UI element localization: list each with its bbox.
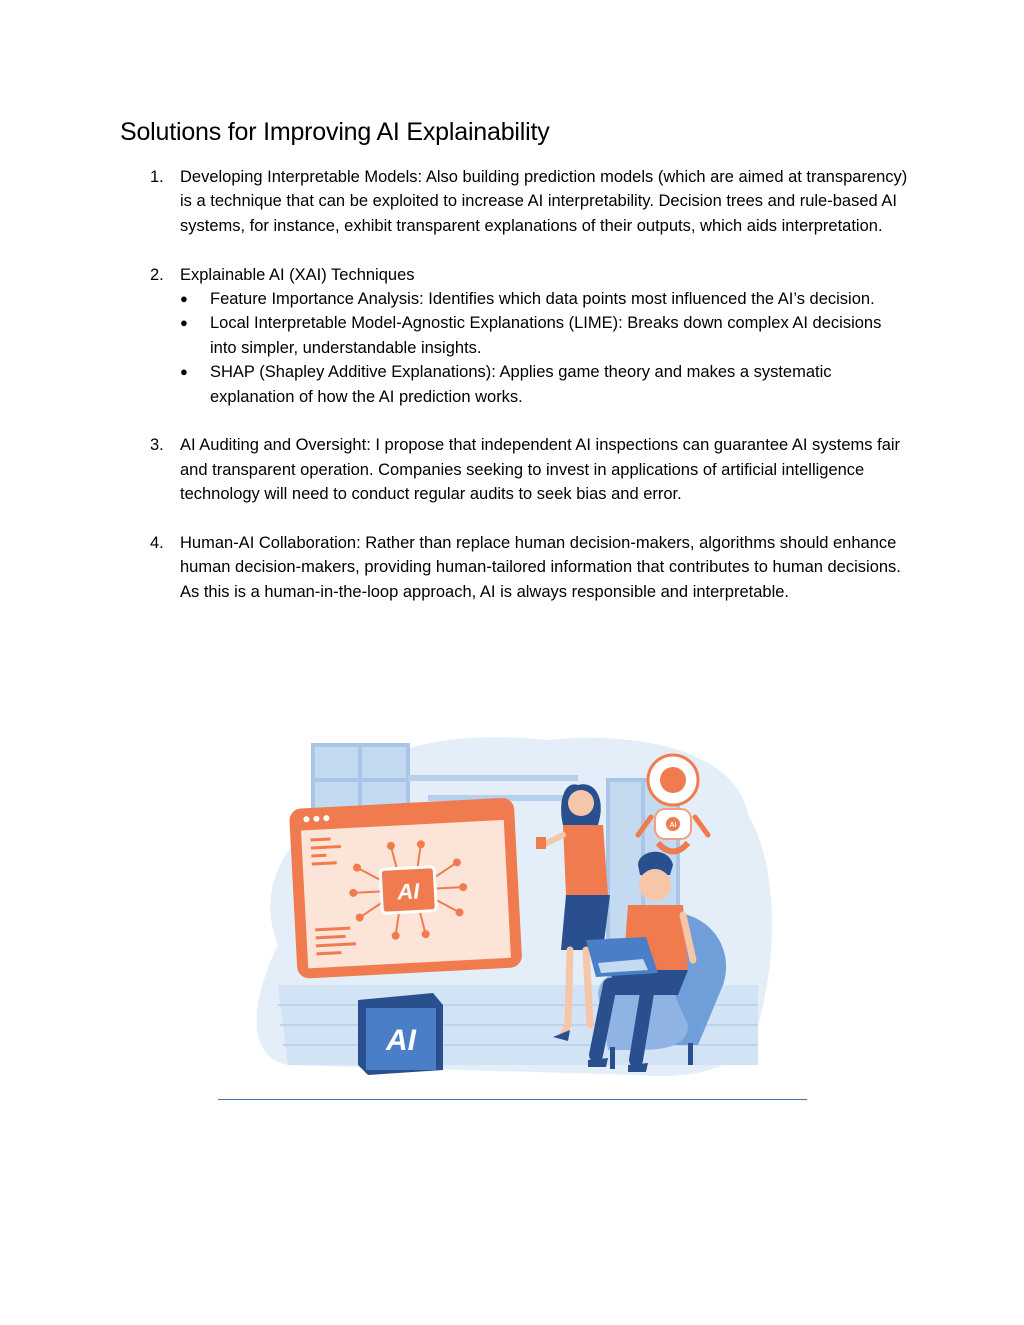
item-number: 1.	[150, 168, 164, 186]
item-text: AI Auditing and Oversight: I propose that independent AI inspections can guarantee AI systems fair and transparent operation. Companies seeking to invest in applications of artificial intelligence technology will need to conduct regular audits to seek bias and error.	[180, 436, 901, 504]
ai-cube-label: AI	[386, 1024, 416, 1057]
item-number: 3.	[150, 436, 164, 455]
solutions-list	[150, 165, 910, 629]
list-item	[150, 531, 910, 604]
item-text: Explainable AI (XAI) Techniques	[180, 265, 415, 284]
technique-bullets	[150, 287, 910, 409]
item-number: 2.	[150, 265, 164, 284]
bullet-text: Feature Importance Analysis: Identifies which data points most influenced the AI’s decision.	[210, 290, 875, 309]
bullet-item	[150, 311, 910, 360]
ai-chip-label: AI	[396, 878, 420, 905]
item-text: Developing Interpretable Models: Also building prediction models (which are aimed at transparency) is a technique that can be exploited to increase AI interpretability. Decision trees and rule-based AI systems, for instance, exhibit transparent explanations of their outputs, which aids interpretation.	[180, 168, 908, 235]
list-item	[150, 165, 910, 238]
list-item	[150, 263, 910, 409]
bullet-text: SHAP (Shapley Additive Explanations): Applies game theory and makes a systematic explanation of how the AI prediction works.	[210, 363, 832, 406]
item-text: Human-AI Collaboration: Rather than replace human decision-makers, algorithms should enhance human decision-makers, providing human-tailored information that contributes to human decisions. As this is a human-in-the-loop approach, AI is always responsible and interpretable.	[180, 534, 901, 601]
bullet-item	[150, 360, 910, 409]
bullet-icon: ●	[180, 364, 188, 380]
ai-monitor	[289, 797, 523, 979]
item-number: 4.	[150, 534, 164, 553]
bullet-icon: ●	[180, 315, 188, 331]
bullet-text: Local Interpretable Model-Agnostic Explanations (LIME): Breaks down complex AI decisions into simpler, understandable insights.	[210, 314, 882, 357]
page-title: Solutions for Improving AI Explainability	[120, 118, 550, 146]
bullet-item	[150, 287, 910, 311]
robot-badge: AI	[669, 822, 677, 829]
horizontal-rule	[218, 1099, 807, 1100]
bullet-icon: ●	[180, 291, 188, 307]
human-ai-illustration	[218, 725, 808, 1085]
ai-cube	[358, 993, 443, 1075]
list-item	[150, 433, 910, 506]
